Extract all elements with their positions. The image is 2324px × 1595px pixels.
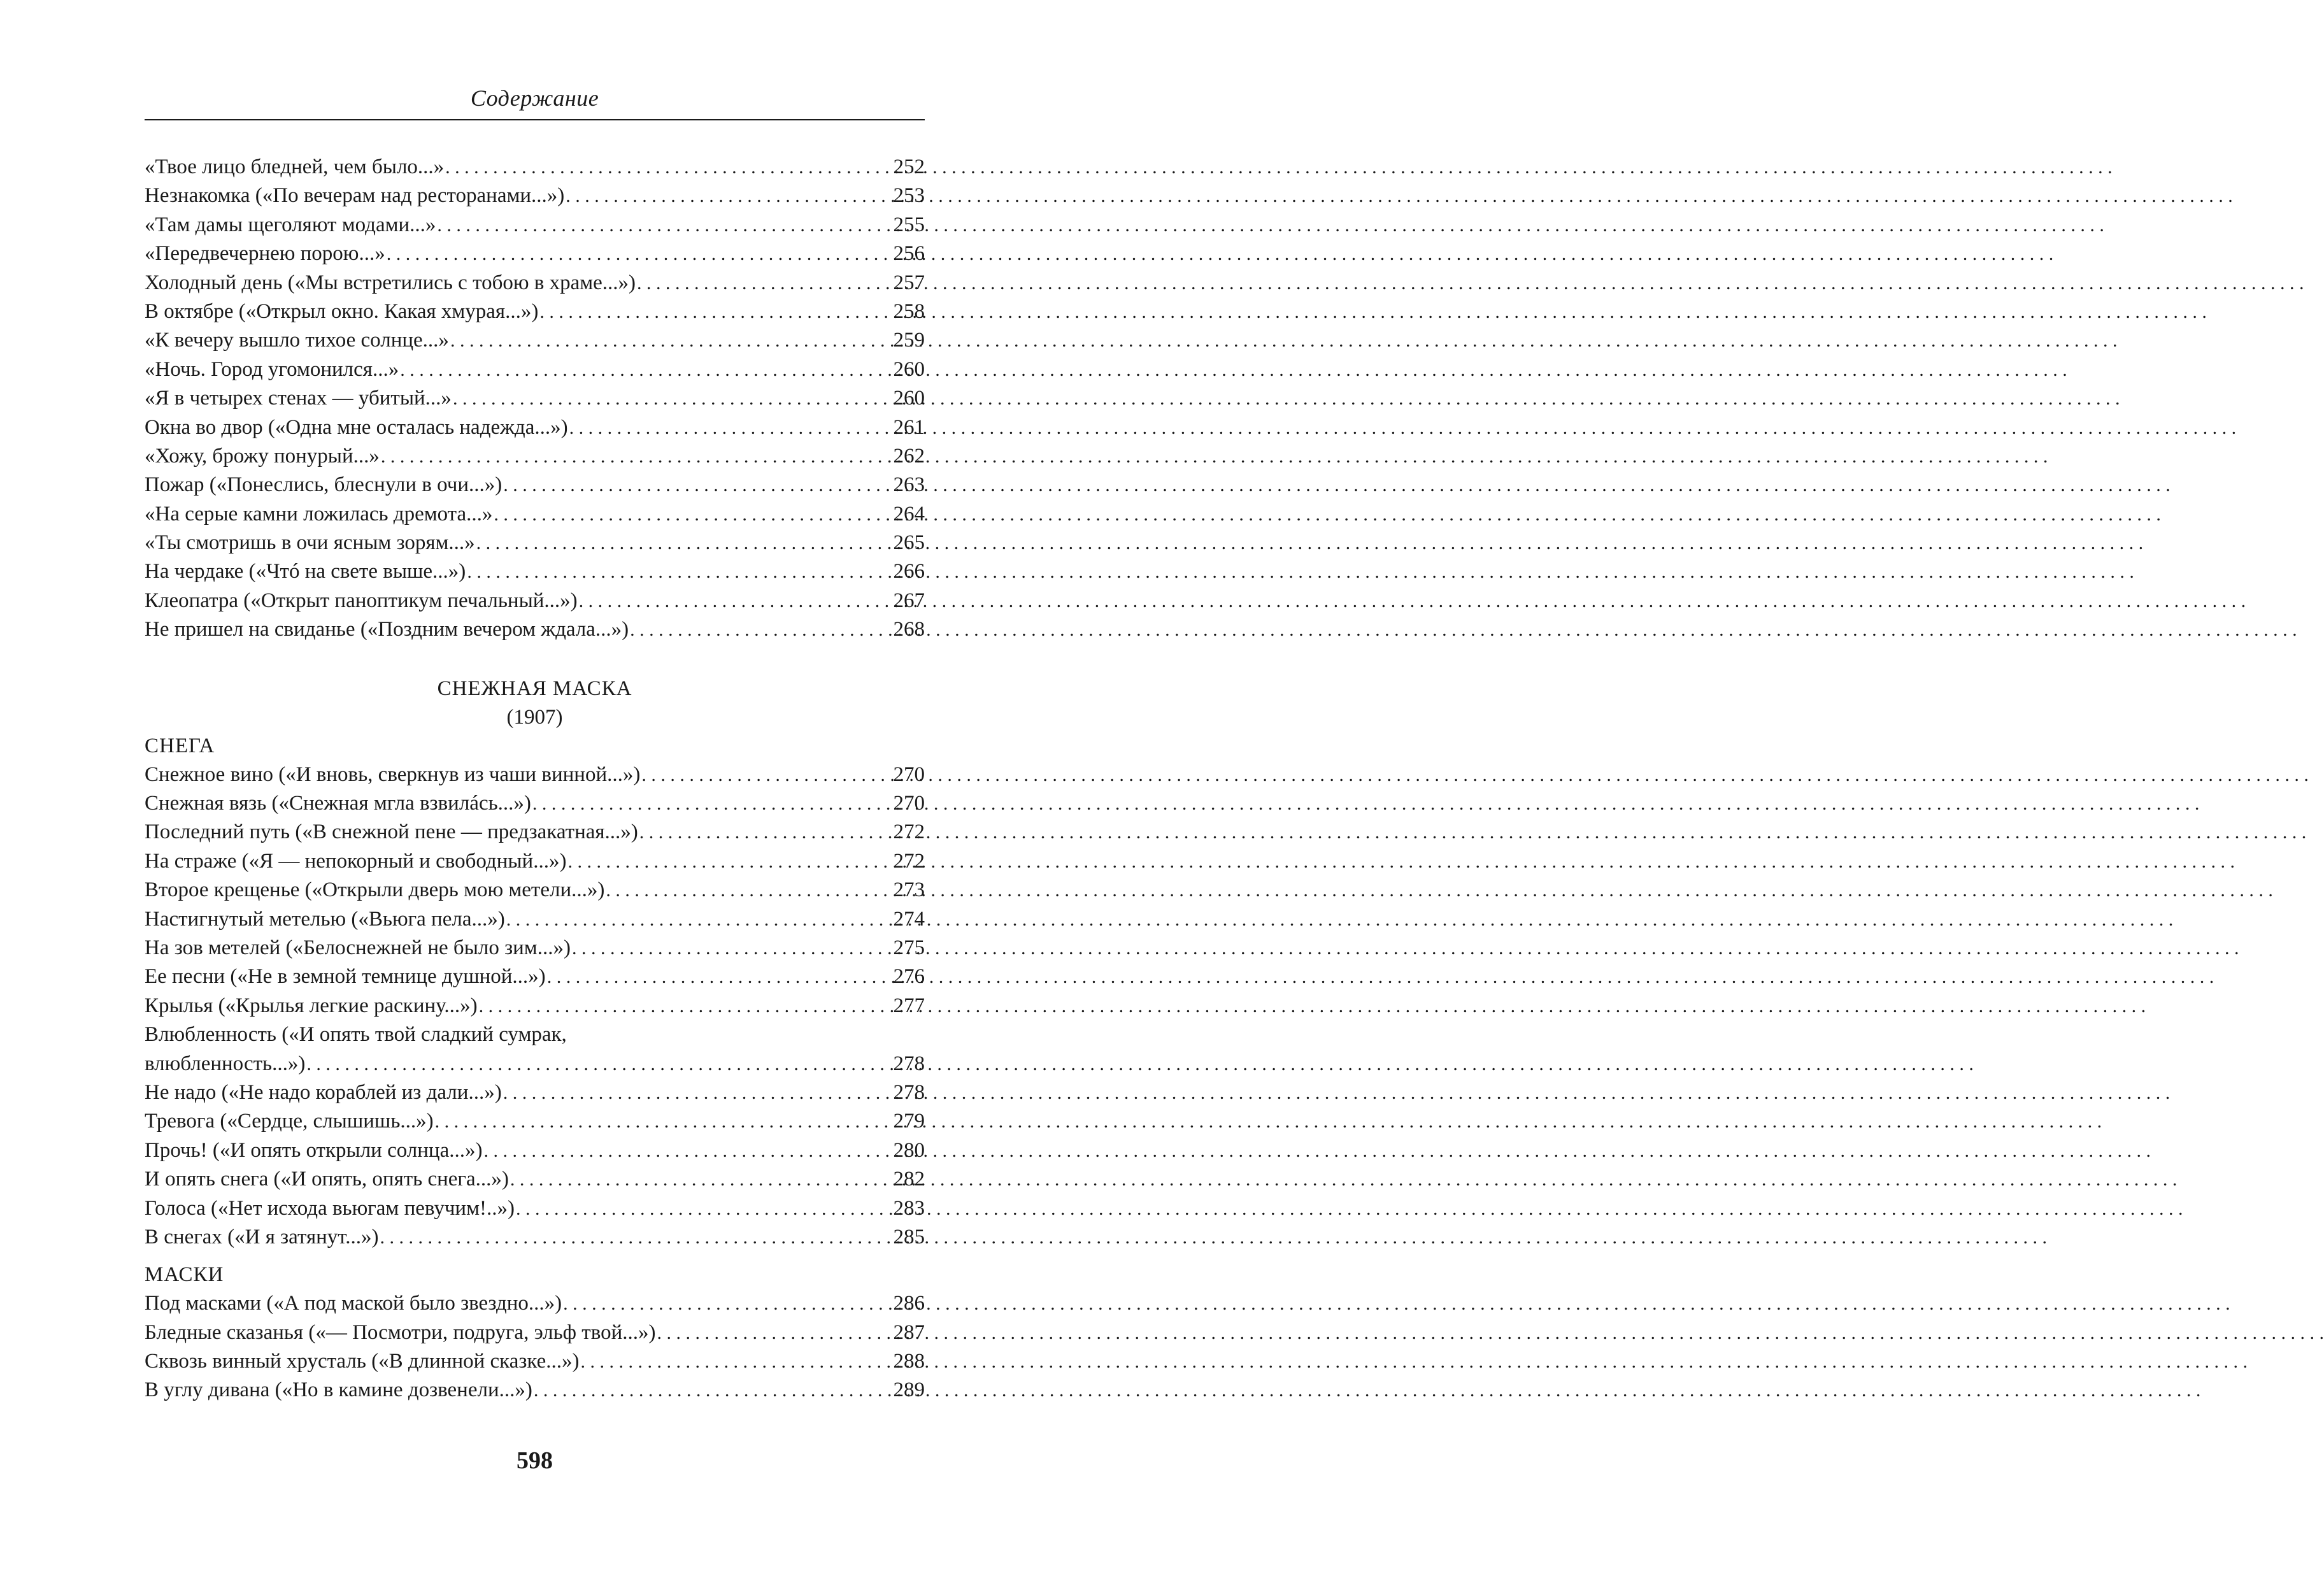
toc-entry	[145, 500, 925, 529]
toc-entry	[145, 413, 925, 442]
leader-dots	[445, 153, 892, 182]
leader-dots	[435, 1107, 892, 1136]
toc-entry	[145, 1078, 925, 1107]
leader-dots	[630, 615, 892, 644]
toc-entry-title: И опять снега («И опять, опять снега...»)	[145, 1168, 509, 1191]
leader-dots	[506, 905, 892, 934]
toc-entry	[145, 962, 925, 991]
leader-dots	[572, 934, 892, 962]
leader-dots	[606, 876, 892, 905]
subsection-heading-snega: СНЕГА	[145, 734, 215, 757]
toc-entry	[145, 153, 925, 182]
toc-entry-page: 275	[893, 936, 925, 959]
toc-entry	[145, 1223, 925, 1252]
toc-entry-page: 260	[893, 387, 925, 410]
book-page	[0, 0, 1046, 1595]
toc-entry-title: «Твое лицо бледней, чем было...»	[145, 155, 445, 178]
running-head: Содержание	[470, 85, 599, 111]
toc-entry-title: «Ночь. Город угомонился...»	[145, 357, 399, 381]
toc-group-part1	[145, 153, 925, 645]
toc-entry-title: «К вечеру вышло тихое солнце...»	[145, 329, 449, 352]
leader-dots	[580, 1347, 892, 1376]
toc-entry	[145, 1107, 925, 1136]
toc-entry-page: 253	[893, 184, 925, 208]
toc-entry-title: Не пришел на свиданье («Поздним вечером ждала...»)	[145, 618, 629, 641]
toc-entry-page: 276	[893, 965, 925, 989]
toc-entry-page: 266	[893, 560, 925, 583]
toc-entry-page: 263	[893, 473, 925, 497]
toc-entry-page: 260	[893, 357, 925, 381]
toc-entry-title: На зов метелей («Белоснежней не было зим...»)	[145, 936, 571, 959]
toc-entry-title: Не надо («Не надо кораблей из дали...»)	[145, 1080, 502, 1104]
toc-entry	[145, 876, 925, 905]
toc-entry-page: 261	[893, 415, 925, 439]
leader-dots	[437, 211, 892, 240]
subsection-spacer	[145, 1252, 925, 1261]
toc-entry	[145, 761, 925, 789]
toc-entry-title: Клеопатра («Открыт паноптикум печальный...»)	[145, 589, 578, 612]
toc-entry	[145, 1347, 925, 1376]
toc-entry-page: 287	[893, 1320, 925, 1344]
leader-dots	[380, 1223, 892, 1252]
toc-entry-page: 283	[893, 1196, 925, 1220]
toc-entry-title: Тревога («Сердце, слышишь...»)	[145, 1110, 434, 1133]
toc-entry-page: 277	[893, 994, 925, 1017]
toc-entry-title: Последний путь («В снежной пене — предзакатная...»)	[145, 820, 638, 844]
toc-entry-page: 282	[893, 1168, 925, 1191]
toc-entry-page: 273	[893, 878, 925, 902]
toc-entry-page: 262	[893, 444, 925, 468]
leader-dots	[563, 1289, 892, 1318]
toc-entry	[145, 211, 925, 240]
leader-dots	[532, 789, 892, 818]
toc-entry-title: В октябре («Открыл окно. Какая хмурая...»)	[145, 299, 539, 323]
leader-dots	[547, 962, 892, 991]
toc-entry-title: Пожар («Понеслись, блеснули в очи...»)	[145, 473, 503, 497]
toc-entry-page: 272	[893, 820, 925, 844]
toc-entry-page: 272	[893, 849, 925, 873]
leader-dots	[503, 1078, 892, 1107]
toc-entry-title: В углу дивана («Но в камине дозвенели...»)	[145, 1378, 532, 1402]
leader-dots	[387, 240, 892, 268]
toc-entry-page: 256	[893, 242, 925, 266]
toc-entry-page: 274	[893, 907, 925, 931]
table-of-contents	[145, 153, 925, 1405]
toc-entry	[145, 1289, 925, 1318]
leader-dots	[579, 587, 892, 615]
toc-group-maski	[145, 1289, 925, 1405]
toc-entry-title: «Хожу, брожу понурый...»	[145, 444, 380, 468]
toc-entry	[145, 934, 925, 962]
toc-entry	[145, 1194, 925, 1223]
toc-entry-page: 265	[893, 531, 925, 555]
toc-entry	[145, 557, 925, 586]
toc-entry-title: Незнакомка («По вечерам над ресторанами...»)	[145, 184, 565, 208]
toc-entry-title: На чердаке («Чтó на свете выше...»)	[145, 560, 466, 583]
toc-entry-wrapped-line2	[145, 1050, 925, 1078]
leader-dots	[479, 992, 892, 1020]
toc-entry	[145, 355, 925, 384]
toc-entry	[145, 240, 925, 268]
toc-entry-page: 280	[893, 1138, 925, 1162]
toc-entry	[145, 471, 925, 499]
leader-dots	[503, 471, 892, 499]
toc-entry	[145, 182, 925, 210]
toc-entry-page: 278	[893, 1080, 925, 1104]
leader-dots	[657, 1319, 892, 1347]
toc-entry-title: Холодный день («Мы встретились с тобою в храме...»)	[145, 271, 636, 294]
toc-entry-page: 270	[893, 792, 925, 815]
toc-entry	[145, 587, 925, 615]
toc-entry-page: 264	[893, 502, 925, 526]
toc-entry	[145, 326, 925, 355]
toc-entry	[145, 297, 925, 326]
toc-entry	[145, 615, 925, 644]
toc-entry-title: влюбленность...»)	[145, 1052, 306, 1075]
leader-dots	[516, 1194, 892, 1223]
leader-dots	[400, 355, 892, 384]
toc-entry-page: 279	[893, 1110, 925, 1133]
leader-dots	[534, 1376, 892, 1405]
toc-entry-title: Под масками («А под маской было звездно...»)	[145, 1292, 562, 1315]
page-number: 598	[517, 1447, 553, 1474]
toc-entry-title: «На серые камни ложилась дремота...»	[145, 502, 493, 526]
toc-entry-page: 270	[893, 762, 925, 786]
toc-entry-title: Сквозь винный хрусталь («В длинной сказке...»)	[145, 1350, 580, 1373]
toc-entry-page: 285	[893, 1225, 925, 1248]
toc-entry-page: 288	[893, 1350, 925, 1373]
leader-dots	[494, 500, 892, 529]
toc-entry-title: Крылья («Крылья легкие раскину...»)	[145, 994, 478, 1017]
toc-entry-title: Прочь! («И опять открыли солнца...»)	[145, 1138, 483, 1162]
toc-entry	[145, 529, 925, 557]
toc-entry-title: Снежное вино («И вновь, сверкнув из чаши винной...»)	[145, 762, 641, 786]
toc-entry-page: 257	[893, 271, 925, 294]
section-title: СНЕЖНАЯ МАСКА	[437, 676, 632, 700]
toc-entry-page: 258	[893, 299, 925, 323]
leader-dots	[381, 442, 892, 471]
toc-entry-title: Второе крещенье («Открыли дверь мою метели...»)	[145, 878, 605, 902]
leader-dots	[476, 529, 892, 557]
section-spacer	[145, 645, 925, 675]
toc-entry	[145, 384, 925, 413]
toc-entry-page: 286	[893, 1292, 925, 1315]
leader-dots	[639, 818, 892, 847]
toc-entry-page: 278	[893, 1052, 925, 1075]
leader-dots	[641, 761, 892, 789]
leader-dots	[566, 182, 892, 210]
toc-entry	[145, 1136, 925, 1165]
leader-dots	[306, 1050, 892, 1078]
leader-dots	[569, 413, 892, 442]
toc-entry-title: «Ты смотришь в очи ясным зорям...»	[145, 531, 475, 555]
toc-entry	[145, 847, 925, 876]
toc-entry	[145, 442, 925, 471]
toc-entry-page: 255	[893, 213, 925, 236]
leader-dots	[467, 557, 892, 586]
toc-entry-title: Окна во двор («Одна мне осталась надежда...»)	[145, 415, 568, 439]
toc-entry-title: В снегах («И я затянут...»)	[145, 1225, 379, 1248]
toc-entry-title: На страже («Я — непокорный и свободный...»)	[145, 849, 567, 873]
toc-entry-wrapped-line1	[145, 1020, 925, 1049]
leader-dots	[510, 1165, 892, 1194]
toc-entry-page: 267	[893, 589, 925, 612]
toc-entry-title: Бледные сказанья («— Посмотри, подруга, эльф твой...»)	[145, 1320, 656, 1344]
leader-dots	[450, 326, 892, 355]
toc-entry-title: «Там дамы щеголяют модами...»	[145, 213, 436, 236]
toc-entry-title: Снежная вязь («Снежная мгла взвилáсь...»)	[145, 792, 531, 815]
toc-entry	[145, 789, 925, 818]
toc-entry-title: Ее песни («Не в земной темнице душной...»)	[145, 965, 546, 989]
toc-entry-title: «Я в четырех стенах — убитый...»	[145, 387, 452, 410]
toc-entry-title: Голоса («Нет исхода вьюгам певучим!..»)	[145, 1196, 515, 1220]
toc-entry	[145, 1165, 925, 1194]
toc-entry	[145, 905, 925, 934]
toc-entry-page: 268	[893, 618, 925, 641]
toc-entry-title: «Передвечернею порою...»	[145, 242, 385, 266]
leader-dots	[453, 384, 892, 413]
toc-entry-title: Настигнутый метелью («Вьюга пела...»)	[145, 907, 505, 931]
toc-entry-page: 252	[893, 155, 925, 178]
header-rule	[145, 119, 925, 120]
section-year: (1907)	[506, 705, 563, 729]
toc-entry	[145, 992, 925, 1020]
leader-dots	[567, 847, 892, 876]
toc-entry	[145, 1319, 925, 1347]
toc-entry	[145, 1376, 925, 1405]
toc-group-snega	[145, 761, 925, 1252]
toc-entry-page: 289	[893, 1378, 925, 1402]
subsection-heading-maski: МАСКИ	[145, 1263, 224, 1287]
toc-entry-page: 259	[893, 329, 925, 352]
toc-entry	[145, 269, 925, 297]
leader-dots	[483, 1136, 892, 1165]
leader-dots	[539, 297, 892, 326]
leader-dots	[637, 269, 892, 297]
toc-entry-title: Влюбленность («И опять твой сладкий сумрак,	[145, 1023, 567, 1047]
toc-entry	[145, 818, 925, 847]
